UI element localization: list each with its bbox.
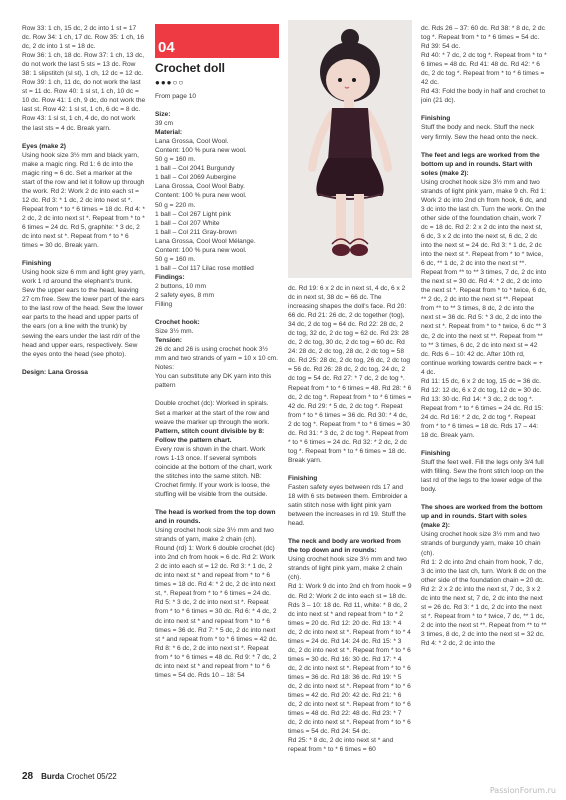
paragraph: 1 ball – Col 2041 Burgundy bbox=[155, 165, 235, 173]
section-heading: Pattern, stitch count divisible by 8: Follow the pattern chart. bbox=[155, 427, 265, 444]
paragraph: Fasten safety eyes between rds 17 and 18 with 6 sts between them. Embroider a satin stitch nose with light pink yarn between the increases in rd 19. Stuff the head. bbox=[288, 483, 408, 528]
pattern-number: 04 bbox=[158, 39, 175, 56]
section-heading: Design: Lana Grossa bbox=[22, 368, 88, 376]
paragraph: Rd 43: Fold the body in half and crochet to join (21 dc). bbox=[421, 88, 546, 105]
section-heading: Crochet hook: bbox=[155, 319, 200, 327]
section-heading: Finishing bbox=[421, 115, 451, 123]
paragraph-gap bbox=[421, 142, 547, 151]
paragraph-gap bbox=[155, 390, 279, 399]
watermark: PassionForum.ru bbox=[489, 786, 556, 795]
difficulty-rating: ●●●○○ bbox=[155, 78, 185, 87]
paragraph: Rd 25: * 8 dc, 2 dc into next st * and repeat from * to * 6 times = 60 bbox=[288, 737, 394, 754]
paragraph-gap bbox=[22, 359, 146, 368]
pattern-number-bar bbox=[155, 24, 279, 58]
paragraph-gap bbox=[421, 440, 547, 449]
paragraph: Notes: bbox=[155, 364, 175, 372]
page-footer bbox=[22, 771, 117, 782]
paragraph: 2 buttons, 10 mm bbox=[155, 282, 206, 290]
section-heading: The head is worked from the top down and in rounds. bbox=[155, 508, 276, 526]
doll-illustration bbox=[288, 20, 412, 278]
paragraph: Using crochet hook size 3½ mm and two strands of burgundy yarn, make 10 chain (ch). bbox=[421, 531, 541, 557]
paragraph: Lana Grossa, Cool Wool Mélange. bbox=[155, 237, 256, 245]
paragraph: From page 10 bbox=[155, 93, 197, 100]
column-1 bbox=[22, 24, 146, 494]
paragraph: dc. Rds 26 – 37: 60 dc. Rd 38: * 8 dc, 2 dc tog *. Repeat from * to * 6 times = 54 dc. Rd 39: 54 dc. bbox=[421, 25, 545, 51]
page-number: 28 bbox=[22, 771, 34, 782]
paragraph: dc. Rd 19: 6 x 2 dc in next st, 4 dc, 6 x 2 dc in next st, 38 dc = 66 dc. The increasing shapes the doll's face. Rd 20: 66 dc. Rd 21: 26 dc, 2 dc together (tog), 34 dc, 2 dc tog = 64 dc. Rd 22: 28 dc, 2 dc tog, 32 dc, 2 dc tog = 62 dc. Rd 23: 28 dc, 2 dc tog, 30 dc, 2 dc tog = 60 dc. Rd 24: 28 dc, 2 dc tog, 28 dc, 2 dc tog = 58 dc. Rd 25: 28 dc, 2 dc tog, 26 dc, 2 dc tog = 56 dc. Rd 26: 28 dc, 2 dc tog, 24 dc, 2 dc tog = 54 dc. Rd 27: * 7 dc, 2 dc tog *. Repeat from * to * 6 times = 48. Rd 28: * 6 dc, 2 dc tog *. Repeat from * to * 6 times = 42 dc. Rd 29: * 5 dc, 2 dc tog *. Repeat from * to * 6 times = 36 dc. Rd 30: * 4 dc, 2 dc tog *. Repeat from * to * 6 times = 30 dc. Rd 31: * 3 dc, 2 dc tog *. Repeat from * to * 6 times = 24 dc. Rd 32: * 2 dc, 2 dc tog *. Repeat from * to * 6 times = 18 dc. Break yarn. bbox=[288, 285, 412, 464]
section-heading: The feet and legs are worked from the bottom up and in rounds. Start with soles (make 2): bbox=[421, 151, 540, 177]
paragraph: Lana Grossa, Cool Wool. bbox=[155, 138, 229, 146]
paragraph: Every row is shown in the chart. Work rows 1-13 once. If several symbols coincide at the bottom of the chart, work the stitches into the same stitch. NB: Crochet firmly. If your work is loose, the stuffing will be visible from the outside. bbox=[155, 445, 272, 498]
section-heading: Finishing bbox=[22, 260, 52, 268]
issue-label: Crochet 05/22 bbox=[66, 772, 117, 781]
section-heading: Findings: bbox=[155, 273, 185, 281]
paragraph-gap bbox=[288, 465, 412, 474]
column-2 bbox=[155, 24, 279, 744]
paragraph: 1 ball – Col 267 Light pink bbox=[155, 210, 231, 218]
publication-name: Burda bbox=[41, 772, 65, 781]
paragraph: 1 ball – Col 117 Lilac rose mottled bbox=[155, 264, 254, 272]
column-3 bbox=[288, 284, 412, 754]
paragraph: Filling bbox=[155, 301, 173, 309]
section-heading: Tension: bbox=[155, 337, 182, 345]
paragraph: You can substitute any DK yarn into this pattern bbox=[155, 373, 272, 390]
section-heading: Finishing bbox=[288, 474, 318, 482]
paragraph: Content: 100 % pura new wool. bbox=[155, 192, 247, 200]
paragraph: 39 cm bbox=[155, 120, 173, 128]
paragraph: Content: 100 % pura new wool. bbox=[155, 246, 247, 254]
paragraph: 50 g = 160 m. bbox=[155, 255, 196, 263]
pattern-title: Crochet doll bbox=[155, 61, 226, 75]
paragraph: Using hook size 3½ mm and black yarn, make a magic ring. Rd 1: 6 dc into the magic ring = 6 dc. Set a marker at the start of the row and let it follow up through the work. Rd 2: Work 2 dc into each st = 12 dc. Rd 3: * 1 dc, 2 dc into next st *. Repeat from * to * 6 times = 18 dc. Rd 4: * 2 dc, 2 dc into next st *. Repeat from * to * 6 times = 24 dc. Rd 5, graphite: * 3 dc, 2 dc into next st *. Repeat from * to * 6 times = 30 dc. Break yarn. bbox=[22, 151, 145, 250]
section-heading: Finishing bbox=[421, 450, 451, 458]
column-4 bbox=[421, 24, 547, 744]
doll-photo bbox=[288, 20, 412, 278]
paragraph: Using crochet hook size 3½ mm and two strands of light pink yarn, make 2 chain (ch). bbox=[288, 556, 407, 582]
paragraph-gap bbox=[288, 528, 412, 537]
paragraph: 1 ball – Col 207 White bbox=[155, 219, 220, 227]
paragraph: 26 dc and 26 is using crochet hook 3½ mm and two strands of yarn = 10 x 10 cm. bbox=[155, 346, 278, 363]
paragraph: Row 36: 1 ch, 18 dc. Row 37: 1 ch, 13 dc, do not work the last 5 sts = 13 dc. Row 38: 1 slipstitch (sl st), 1 ch, 12 dc = 12 dc. Row 39: 1 ch, 11 dc, do not work the last st = 11 dc. Row 40: 1 sl st, 1 ch, 10 dc = 10 dc. Row 41: 1 ch, 9 dc, do not work the last st. Row 42: 1 sl st, 1 ch, 6 dc = 8 dc. Row 43: 1 sl st, 1 ch, 4 dc, do not work the last sts = 4 dc. Break yarn. bbox=[22, 52, 146, 132]
section-heading: Eyes (make 2) bbox=[22, 142, 66, 150]
paragraph-gap bbox=[22, 250, 146, 259]
paragraph-gap bbox=[155, 309, 279, 318]
paragraph: Double crochet (dc): Worked in spirals. Set a marker at the start of the row and weave the marker up through the work. bbox=[155, 400, 270, 426]
paragraph: 1 ball – Col 2069 Aubergine bbox=[155, 174, 237, 182]
paragraph-gap bbox=[421, 105, 547, 114]
paragraph: Using crochet hook size 3½ mm and two strands of light pink yarn, make 9 ch. Rd 1: Work 2 dc into 2nd ch from hook, 6 dc, and 3 dc into the last ch. Turn the work. On the other side of the foundation chain, work 7 dc = 18 dc. Rd 2: 2 x 2 dc into the next st, 6 dc, 3 x 2 dc into the next st, 6 dc, 2 dc into the next st = 24 dc. Rd 3: * 1 dc, 2 dc into the next st *. Repeat from * to * twice, 6 dc, ** 1 dc, 2 dc into the next st **. Repeat from ** to ** 3 times, 7 dc, 2 dc into the next st = 30 dc. Rd 4: * 2 dc, 2 dc into the next st *. Repeat from * to * twice, 6 dc, ** 2 dc, 2 dc into the next st **. Repeat from ** to ** 3 times, 8 dc, 2 dc into the next st = 36 dc. Rd 5: * 3 dc, 2 dc into the next st *. Repeat from * to * twice, 6 dc ** 3 dc, 2 dc into the next st **. Repeat from ** to ** 3 times, 6 dc, 2 dc into next st = 42 dc. Rds 6 – 10: 42 dc. After 10th rd, continue working towards centre back = + 4 dc. bbox=[421, 178, 547, 376]
paragraph: Rd 1: 2 dc into 2nd chain from hook, 7 dc, 3 dc into the last ch, turn. Work 8 dc on the other side of the foundation chain = 20 dc. bbox=[421, 558, 547, 584]
paragraph: 2 safety eyes, 8 mm bbox=[155, 291, 214, 299]
paragraph: 50 g = 160 m. bbox=[155, 156, 196, 164]
paragraph: 1 ball – Col 211 Gray-brown bbox=[155, 228, 237, 236]
paragraph: Round (rd) 1: Work 6 double crochet (dc) into 2nd ch from hook = 6 dc. Rd 2: Work 2 dc into each st = 12 dc. Rd 3: * 1 dc, 2 dc into next st * and repeat from * to * 6 times = 18 dc. Rd 4: * 2 dc, 2 dc into next st, *. Repeat from * to * 6 times = 24 dc. Rd 5: * 3 dc, 2 dc into next st *. Repeat from * to * 6 times = 30 dc. Rd 6: * 4 dc, 2 dc into next st * and repeat from * to * 6 times = 36 dc. Rd 7: * 5 dc, 2 dc into next st * and repeat from * to * 6 times = 42 dc. Rd 8: * 6 dc, 2 dc into next st *. Repeat from * to * 6 times = 48 dc. Rd 9: * 7 dc, 2 dc into next st * and repeat from * to * 6 times = 54 dc. Rds 10 – 18: 54 bbox=[155, 545, 278, 679]
paragraph-gap bbox=[22, 133, 146, 142]
paragraph: Using crochet hook size 3½ mm and two strands of yarn, make 2 chain (ch). bbox=[155, 527, 274, 544]
paragraph: Row 33: 1 ch, 15 dc, 2 dc into 1 st = 17 dc. Row 34: 1 ch, 17 dc. Row 35: 1 ch, 16 dc, 2 dc into 1 st = 18 dc. bbox=[22, 25, 145, 51]
paragraph: Rd 11: 15 dc, 6 x 2 dc tog, 15 dc = 36 dc. Rd 12: 12 dc, 6 x 2 dc tog, 12 dc = 30 dc. Rd 13: 30 dc. Rd 14: * 3 dc, 2 dc tog *. Repeat from * to * 6 times = 24 dc. Rd 15: 24 dc. Rd 16: * 2 dc, 2 dc tog *. Repeat from * to * 6 times = 18 dc. Rds 17 – 44: 18 dc. Break yarn. bbox=[421, 377, 544, 440]
paragraph: Lana Grossa, Cool Wool Baby. bbox=[155, 183, 245, 191]
section-heading: Material: bbox=[155, 129, 183, 137]
paragraph: 50 g = 220 m. bbox=[155, 201, 196, 209]
paragraph: Content: 100 % pura new wool. bbox=[155, 147, 247, 155]
paragraph-gap bbox=[421, 494, 547, 503]
paragraph: Rd 2: 2 x 2 dc into the next st, 7 dc, 3 x 2 dc into the next st, 7 dc, 2 dc into the next st = 26 dc. Rd 3: * 1 dc, 2 dc into the next st *. Repeat from * to * twice, 7 dc, ** 1 dc, 2 dc into the next st **. Repeat from ** to ** 3 times, 8 dc, 2 dc into the next st = 32 dc. Rd 4: * 2 dc, 2 dc into the bbox=[421, 585, 547, 647]
section-heading: The neck and body are worked from the top down and in rounds: bbox=[288, 538, 401, 555]
paragraph: Stuff the feet well. Fill the legs only 3/4 full with filling. Sew the front stitch loop on the last rd of the legs to the lower edge of the body. bbox=[421, 459, 544, 494]
paragraph-gap bbox=[155, 101, 279, 110]
section-heading: The shoes are worked from the bottom up and in rounds. Start with soles (make 2): bbox=[421, 504, 543, 530]
column-2-text bbox=[155, 92, 279, 680]
paragraph: Using hook size 6 mm and light grey yarn, work 1 rd around the elephant's trunk. Sew the upper ears to the head, leaving 27 cm free. Sew the lower part of the ears to the last row of the head. Sew the lower ear parts to the head and upper parts of the ears (on a line with the trunk) by sewing the ears under the last rd/r of the head and upper ears, respectively. Sew the eyes onto the head (see photo). bbox=[22, 269, 145, 358]
paragraph: Stuff the body and neck. Stuff the neck very firmly. Sew the head onto the neck. bbox=[421, 124, 538, 141]
paragraph: Rd 40: * 7 dc, 2 dc tog *. Repeat from * to * 6 times = 48 dc. Rd 41: 48 dc. Rd 42: * 6 dc, 2 dc tog *. Repeat from * to * 6 times = 42 dc. bbox=[421, 52, 547, 87]
section-heading: Size: bbox=[155, 111, 171, 119]
paragraph: Rd 1: Work 9 dc into 2nd ch from hook = 9 dc. Rd 2: Work 2 dc into each st = 18 dc. Rds 3 – 10: 18 dc. Rd 11, white: * 8 dc, 2 dc into next st * and repeat from * to * 2 times = 20 dc. Rd 12: 20 dc. Rd 13: * 4 dc, 2 dc into next st *. Repeat from * to * 4 times = 24 dc. Rd 14: 24 dc. Rd 15: * 3 dc, 2 dc into next st *. Repeat from * to * 6 times = 30 dc. Rd 16: 30 dc. Rd 17: * 4 dc, 2 dc into next st *. Repeat from * to * 6 times = 36 dc. Rd 18: 36 dc. Rd 19: * 5 dc, 2 dc into next st *. Repeat from * to * 6 times = 42 dc. Rd 20: 42 dc. Rd 21: * 6 dc, 2 dc into next st *. Repeat from * to * 6 times = 48 dc. Rd 22: 48 dc. Rd 23: * 7 dc, 2 dc into next st *. Repeat from * to * 6 times = 54 dc. Rd 24: 54 dc. bbox=[288, 583, 412, 736]
paragraph: Size 3½ mm. bbox=[155, 328, 194, 336]
paragraph-gap bbox=[155, 499, 279, 508]
